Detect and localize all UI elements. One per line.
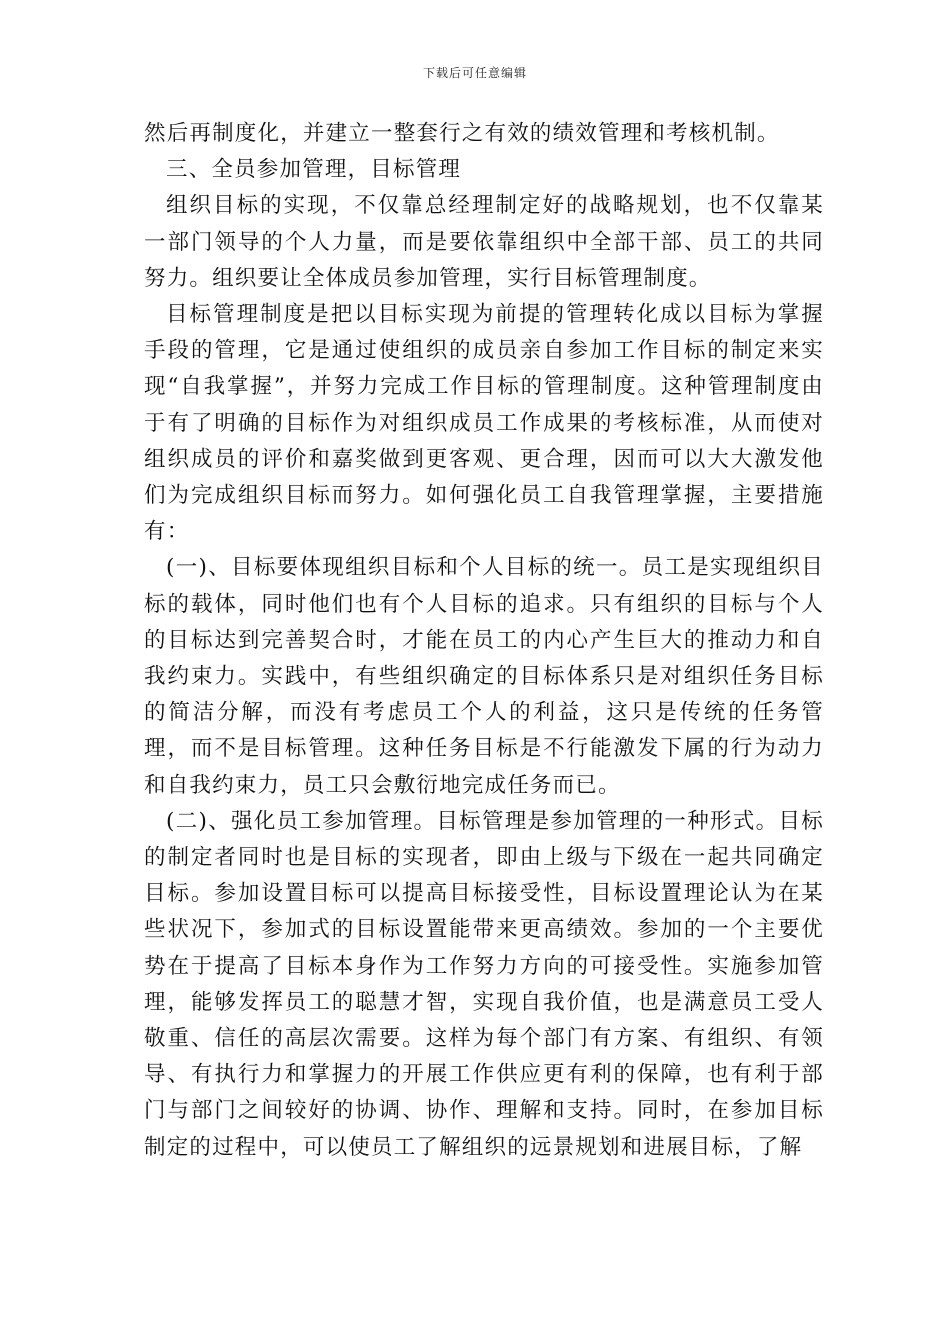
paragraph-continuation: 然后再制度化，并建立一整套行之有效的绩效管理和考核机制。 (144, 121, 780, 146)
page-header-note: 下载后可任意编辑 (422, 66, 527, 80)
section-heading-three: 三、全员参加管理，目标管理 (166, 157, 462, 183)
document-body (144, 116, 824, 1166)
paragraph-management-by-objectives: 目标管理制度是把以目标实现为前提的管理转化成以目标为掌握手段的管理，它是通过使组织的成员亲自参加工作目标的制定来实现“自我掌握”，并努力完成工作目标的管理制度。这种管理制度由于有了明确的目标作为对组织成员工作成果的考核标准，从而使对组织成员的评价和嘉奖做到更客观、更合理，因而可以大大激发他们为完成组织目标而努力。如何强化员工自我管理掌握，主要措施有： (144, 302, 824, 545)
paragraph-measure-one: (一)、目标要体现组织目标和个人目标的统一。员工是实现组织目标的载体，同时他们也有个人目标的追求。只有组织的目标与个人的目标达到完善契合时，才能在员工的内心产生巨大的推动力和自我约束力。实践中，有些组织确定的目标体系只是对组织任务目标的简洁分解，而没有考虑员工个人的利益，这只是传统的任务管理，而不是目标管理。这种任务目标是不行能激发下属的行为动力和自我约束力，员工只会敷衍地完成任务而已。 (144, 555, 824, 798)
paragraph-organization-goals: 组织目标的实现，不仅靠总经理制定好的战略规划，也不仅靠某一部门领导的个人力量，而是要依靠组织中全部干部、员工的共同努力。组织要让全体成员参加管理，实行目标管理制度。 (144, 193, 824, 291)
paragraph-measure-two: (二)、强化员工参加管理。目标管理是参加管理的一种形式。目标的制定者同时也是目标的实现者，即由上级与下级在一起共同确定目标。参加设置目标可以提高目标接受性，目标设置理论认为在某些状况下，参加式的目标设置能带来更高绩效。参加的一个主要优势在于提高了目标本身作为工作努力方向的可接受性。实施参加管理，能够发挥员工的聪慧才智，实现自我价值，也是满意员工受人敬重、信任的高层次需要。这样为每个部门有方案、有组织、有领导、有执行力和掌握力的开展工作供应更有利的保障，也有利于部门与部门之间较好的协调、协作、理解和支持。同时，在参加目标制定的过程中，可以使员工了解组织的远景规划和进展目标，了解 (144, 808, 824, 1160)
